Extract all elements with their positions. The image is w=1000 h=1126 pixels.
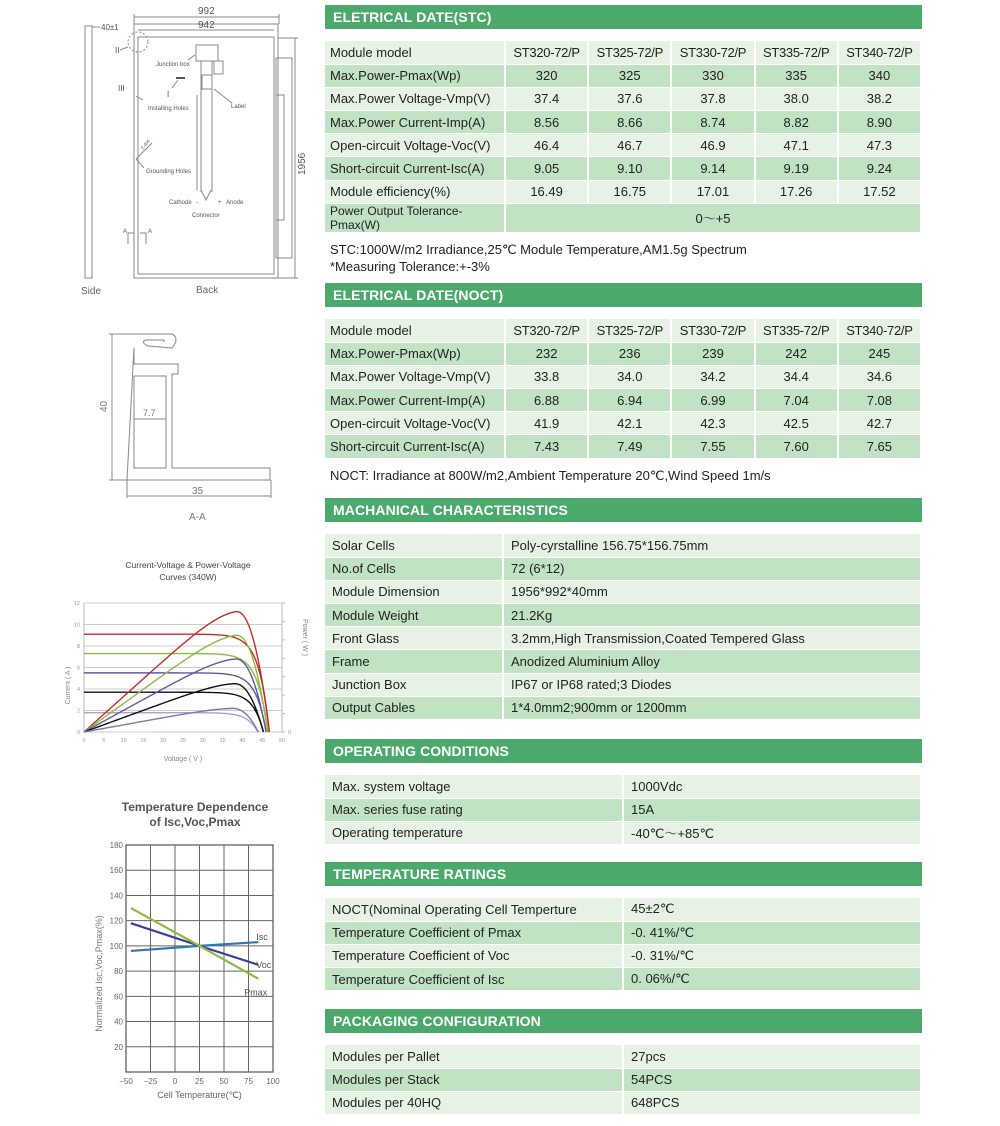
x-tick-label: 75	[244, 1077, 253, 1086]
y2-axis-label: Power ( W )	[301, 619, 308, 656]
row-label: Output Cables	[325, 696, 503, 719]
value-cell: 17.01	[671, 180, 754, 203]
value-cell: 37.8	[671, 87, 754, 110]
model-cell: ST330-72/P	[671, 41, 754, 64]
inner-7-7-label: 7.7	[143, 408, 156, 418]
y-tick-label: 2	[76, 708, 80, 715]
minus-label: -	[196, 200, 198, 206]
value-cell: 47.1	[755, 134, 838, 157]
row-label: Max.Power Voltage-Vmp(V)	[325, 365, 505, 388]
left-column	[0, 0, 320, 1126]
dim-942-label: 942	[198, 20, 215, 31]
model-cell: ST330-72/P	[671, 319, 754, 342]
packaging-table	[325, 1045, 922, 1115]
row-label: Modules per Stack	[325, 1068, 623, 1091]
label-label: Label	[231, 104, 246, 110]
table-row	[325, 180, 921, 203]
y-tick-label: 80	[114, 967, 123, 977]
temp-chart-title	[100, 800, 290, 830]
value-cell: 242	[755, 342, 838, 365]
junction-box-shape	[196, 45, 218, 61]
row-label: Front Glass	[325, 627, 503, 650]
y-axis-label: Normalized Isc,Voc,Pmax(%)	[94, 915, 104, 1032]
table-row	[325, 534, 921, 557]
row-value: 27pcs	[623, 1045, 921, 1068]
width-35-label: 35	[192, 486, 204, 497]
row-label: Modules per 40HQ	[325, 1091, 623, 1114]
x-tick-label: 45	[259, 738, 266, 744]
model-cell: ST320-72/P	[505, 41, 588, 64]
value-cell: 46.4	[505, 134, 588, 157]
table-row	[325, 775, 921, 798]
row-label: Short-circuit Current-Isc(A)	[325, 157, 505, 180]
model-cell: ST325-72/P	[588, 41, 671, 64]
dim-992-label: 992	[198, 6, 215, 17]
x-tick-label: 0	[82, 738, 86, 744]
value-cell: 7.55	[671, 435, 754, 458]
value-cell: 34.2	[671, 365, 754, 388]
row-label: Module model	[325, 319, 505, 342]
temp-chart-title-line1: Temperature Dependence	[121, 800, 269, 814]
value-cell: 6.94	[588, 389, 671, 412]
table-row	[325, 111, 921, 134]
x-tick-label: 25	[179, 738, 187, 744]
temp-chart-title-line2: of Isc,Voc,Pmax	[149, 815, 241, 829]
row-value: 1956*992*40mm	[503, 580, 921, 603]
cathode-label: Cathode	[169, 200, 192, 206]
grounding-dim-label: 2-Φ4	[139, 138, 152, 152]
series-line-pv	[84, 708, 258, 732]
grounding-holes-label: Grounding Holes	[146, 169, 192, 175]
y-tick-label: 180	[109, 841, 123, 850]
operating-section	[325, 739, 922, 845]
model-cell: ST320-72/P	[505, 319, 588, 342]
mark-i-label: I	[167, 90, 170, 99]
value-cell: 42.5	[755, 412, 838, 435]
value-cell: 42.1	[588, 412, 671, 435]
model-cell: ST325-72/P	[588, 319, 671, 342]
x-tick-label: 40	[239, 738, 246, 744]
row-value: -0. 31%/℃	[623, 944, 921, 967]
y-tick-label: 140	[109, 891, 123, 901]
value-cell: 34.0	[588, 365, 671, 388]
x-tick-label: 20	[160, 738, 167, 744]
dim-40-label: 40±1	[101, 23, 119, 32]
value-cell: 37.4	[505, 87, 588, 110]
value-cell: 7.04	[755, 389, 838, 412]
x-tick-label: 25	[195, 1077, 204, 1086]
section-a-right-label: A	[148, 229, 153, 235]
model-cell: ST335-72/P	[755, 41, 838, 64]
x-tick-label: 30	[199, 738, 206, 744]
table-row	[325, 944, 921, 967]
back-caption: Back	[196, 285, 219, 296]
noct-section	[325, 283, 922, 484]
value-cell: 325	[588, 64, 671, 87]
value-cell: 236	[588, 342, 671, 365]
value-cell: 38.0	[755, 87, 838, 110]
row-label: Temperature Coefficient of Isc	[325, 968, 623, 991]
anode-label: Anode	[226, 200, 244, 206]
value-cell: 245	[838, 342, 921, 365]
x-tick-label: 50	[219, 1077, 229, 1086]
temperature-section	[325, 862, 922, 991]
model-cell: ST335-72/P	[755, 319, 838, 342]
value-cell: 8.74	[671, 111, 754, 134]
noct-table	[325, 319, 922, 459]
x-tick-label: 35	[219, 738, 226, 744]
frame-cross-section-drawing	[60, 320, 300, 530]
row-value: IP67 or IP68 rated;3 Diodes	[503, 673, 921, 696]
table-row	[325, 1045, 921, 1068]
row-value: 648PCS	[623, 1091, 921, 1114]
row-value: 54PCS	[623, 1068, 921, 1091]
row-label: Max.Power-Pmax(Wp)	[325, 342, 505, 365]
table-row	[325, 968, 921, 991]
table-row	[325, 798, 921, 821]
table-row	[325, 627, 921, 650]
value-cell: 17.52	[838, 180, 921, 203]
row-value: 15A	[623, 798, 921, 821]
section-aa-caption: A-A	[189, 512, 206, 523]
operating-header: OPERATING CONDITIONS	[325, 739, 922, 763]
x-axis-label: Voltage ( V )	[163, 756, 203, 763]
value-cell: 7.43	[505, 435, 588, 458]
value-cell: 46.9	[671, 134, 754, 157]
value-cell: 7.49	[588, 435, 671, 458]
row-value: 1000Vdc	[623, 775, 921, 798]
value-cell: 9.10	[588, 157, 671, 180]
value-cell: 335	[755, 64, 838, 87]
tolerance-label: Power Output Tolerance-Pmax(W)	[325, 203, 505, 232]
value-cell: 46.7	[588, 134, 671, 157]
y-tick-label: 8	[76, 644, 80, 650]
value-cell: 330	[671, 64, 754, 87]
value-cell: 340	[838, 64, 921, 87]
value-cell: 7.08	[838, 389, 921, 412]
y-tick-label: 10	[73, 622, 80, 629]
noct-note: NOCT: Irradiance at 800W/m2,Ambient Temperature 20℃,Wind Speed 1m/s	[330, 467, 771, 483]
value-cell: 239	[671, 342, 754, 365]
x-tick-label: −25	[143, 1077, 158, 1086]
table-row	[325, 134, 921, 157]
table-row	[325, 604, 921, 627]
stc-note-line2: *Measuring Tolerance:+-3%	[330, 258, 490, 274]
table-row	[325, 1068, 921, 1091]
iv-pv-chart	[60, 550, 308, 770]
row-label: NOCT(Nominal Operating Cell Temperture	[325, 898, 623, 921]
row-label: Frame	[325, 650, 503, 673]
table-row	[325, 389, 921, 412]
packaging-header: PACKAGING CONFIGURATION	[325, 1009, 922, 1033]
value-cell: 8.56	[505, 111, 588, 134]
table-row	[325, 557, 921, 580]
series-label-pmax: Pmax	[244, 987, 268, 998]
y-tick-label: 12	[73, 601, 80, 607]
row-value: Poly-cyrstalline 156.75*156.75mm	[503, 534, 921, 557]
row-label: Temperature Coefficient of Pmax	[325, 921, 623, 944]
operating-table	[325, 775, 922, 845]
value-cell: 47.3	[838, 134, 921, 157]
stc-table	[325, 41, 922, 233]
row-label: Module model	[325, 41, 505, 64]
value-cell: 17.26	[755, 180, 838, 203]
mechanical-section	[325, 498, 922, 720]
value-cell: 8.82	[755, 111, 838, 134]
row-value: -0. 41%/℃	[623, 921, 921, 944]
row-label: Max. system voltage	[325, 775, 623, 798]
table-row	[325, 365, 921, 388]
value-cell: 6.99	[671, 389, 754, 412]
tolerance-value: 0～+5	[505, 203, 921, 232]
value-cell: 9.14	[671, 157, 754, 180]
table-row	[325, 580, 921, 603]
table-row	[325, 203, 921, 232]
x-tick-label: 10	[120, 738, 127, 744]
table-row	[325, 673, 921, 696]
stc-note	[325, 241, 922, 275]
row-value: 45±2℃	[623, 898, 921, 921]
value-cell: 42.3	[671, 412, 754, 435]
value-cell: 8.66	[588, 111, 671, 134]
temperature-dependence-chart	[80, 830, 300, 1110]
section-a-left-label: A	[123, 229, 128, 235]
table-row	[325, 435, 921, 458]
row-label: Junction Box	[325, 673, 503, 696]
side-caption: Side	[81, 286, 102, 297]
x-tick-label: 0	[172, 1077, 178, 1086]
mechanical-header: MACHANICAL CHARACTERISTICS	[325, 498, 922, 522]
junction-box-label: Junction box	[156, 62, 190, 68]
table-row	[325, 1091, 921, 1114]
row-label: Max.Power Current-Imp(A)	[325, 111, 505, 134]
series-label-isc: Isc	[256, 932, 268, 943]
row-label: Open-circuit Voltage-Voc(V)	[325, 134, 505, 157]
value-cell: 33.8	[505, 365, 588, 388]
y-tick-label: 160	[109, 866, 123, 876]
series-label-voc: Voc	[256, 959, 272, 970]
mark-iii-label: III	[118, 84, 125, 93]
series-line-pv	[84, 612, 269, 732]
table-row	[325, 898, 921, 921]
model-cell: ST340-72/P	[838, 319, 921, 342]
row-label: Short-circuit Current-Isc(A)	[325, 435, 505, 458]
table-row	[325, 342, 921, 365]
y-tick-label: 60	[114, 992, 123, 1002]
mark-ii-label: II	[115, 46, 120, 55]
y-tick-label: 100	[109, 941, 123, 951]
table-row	[325, 41, 921, 64]
y-tick-label: 0	[76, 730, 80, 736]
table-row	[325, 821, 921, 844]
model-cell: ST340-72/P	[838, 41, 921, 64]
table-row	[325, 157, 921, 180]
height-40-label: 40	[99, 400, 110, 412]
value-cell: 34.6	[838, 365, 921, 388]
value-cell: 37.6	[588, 87, 671, 110]
row-label: Modules per Pallet	[325, 1045, 623, 1068]
row-label: Open-circuit Voltage-Voc(V)	[325, 412, 505, 435]
value-cell: 7.65	[838, 435, 921, 458]
row-label: Module efficiency(%)	[325, 180, 505, 203]
stc-section	[325, 5, 922, 275]
value-cell: 9.19	[755, 157, 838, 180]
row-label: Max.Power-Pmax(Wp)	[325, 64, 505, 87]
row-value: 3.2mm,High Transmission,Coated Tempered Glass	[503, 627, 921, 650]
mechanical-table	[325, 534, 922, 720]
noct-header: ELETRICAL DATE(NOCT)	[325, 283, 922, 307]
value-cell: 16.49	[505, 180, 588, 203]
y-tick-label: 20	[114, 1042, 123, 1052]
installing-holes-label: Installing Holes	[148, 106, 189, 112]
value-cell: 9.05	[505, 157, 588, 180]
row-value: 72 (6*12)	[503, 557, 921, 580]
row-value: -40℃～+85℃	[623, 821, 921, 844]
stc-note-line1: STC:1000W/m2 Irradiance,25℃ Module Temperature,AM1.5g Spectrum	[330, 241, 747, 257]
y2-tick-label: 0	[288, 730, 292, 736]
module-side-back-drawing	[0, 0, 320, 300]
y-tick-label: 120	[109, 916, 123, 926]
value-cell: 16.75	[588, 180, 671, 203]
table-row	[325, 87, 921, 110]
packaging-section	[325, 1009, 922, 1115]
plus-label: +	[218, 200, 222, 206]
row-label: Module Weight	[325, 604, 503, 627]
row-label: Max.Power Current-Imp(A)	[325, 389, 505, 412]
iv-chart-title-line2: Curves (340W)	[159, 572, 217, 582]
y-tick-label: 4	[76, 687, 80, 693]
table-row	[325, 412, 921, 435]
y-axis-label: Current ( A )	[65, 666, 72, 705]
table-row	[325, 64, 921, 87]
value-cell: 34.4	[755, 365, 838, 388]
row-label: Temperature Coefficient of Voc	[325, 944, 623, 967]
x-tick-label: 100	[266, 1077, 280, 1086]
row-label: Solar Cells	[325, 534, 503, 557]
x-tick-label: 50	[278, 738, 286, 744]
table-row	[325, 319, 921, 342]
value-cell: 8.90	[838, 111, 921, 134]
row-value: 21.2Kg	[503, 604, 921, 627]
row-value: Anodized Aluminium Alloy	[503, 650, 921, 673]
x-tick-label: 15	[140, 738, 147, 744]
y-tick-label: 40	[114, 1017, 123, 1027]
value-cell: 9.24	[838, 157, 921, 180]
table-row	[325, 696, 921, 719]
temperature-header: TEMPERATURE RATINGS	[325, 862, 922, 886]
row-label: Max. series fuse rating	[325, 798, 623, 821]
x-tick-label: −50	[119, 1077, 133, 1086]
value-cell: 38.2	[838, 87, 921, 110]
table-row	[325, 921, 921, 944]
side-view-frame	[85, 26, 92, 278]
row-label: Operating temperature	[325, 821, 623, 844]
row-label: Max.Power Voltage-Vmp(V)	[325, 87, 505, 110]
x-axis-label: Cell Temperature(℃)	[157, 1090, 242, 1100]
stc-header: ELETRICAL DATE(STC)	[325, 5, 922, 29]
table-row	[325, 650, 921, 673]
value-cell: 7.60	[755, 435, 838, 458]
value-cell: 232	[505, 342, 588, 365]
y-tick-label: 6	[76, 665, 80, 672]
value-cell: 6.88	[505, 389, 588, 412]
row-label: Module Dimension	[325, 580, 503, 603]
value-cell: 320	[505, 64, 588, 87]
connector-label: Connector	[192, 213, 220, 219]
iv-chart-title-line1: Current-Voltage & Power-Voltage	[125, 560, 251, 570]
dim-1956-label: 1956	[297, 152, 308, 175]
row-value: 1*4.0mm2;900mm or 1200mm	[503, 696, 921, 719]
row-value: 0. 06%/℃	[623, 968, 921, 991]
x-tick-label: 5	[102, 738, 106, 744]
row-label: No.of Cells	[325, 557, 503, 580]
temperature-table	[325, 898, 922, 991]
value-cell: 42.7	[838, 412, 921, 435]
value-cell: 41.9	[505, 412, 588, 435]
